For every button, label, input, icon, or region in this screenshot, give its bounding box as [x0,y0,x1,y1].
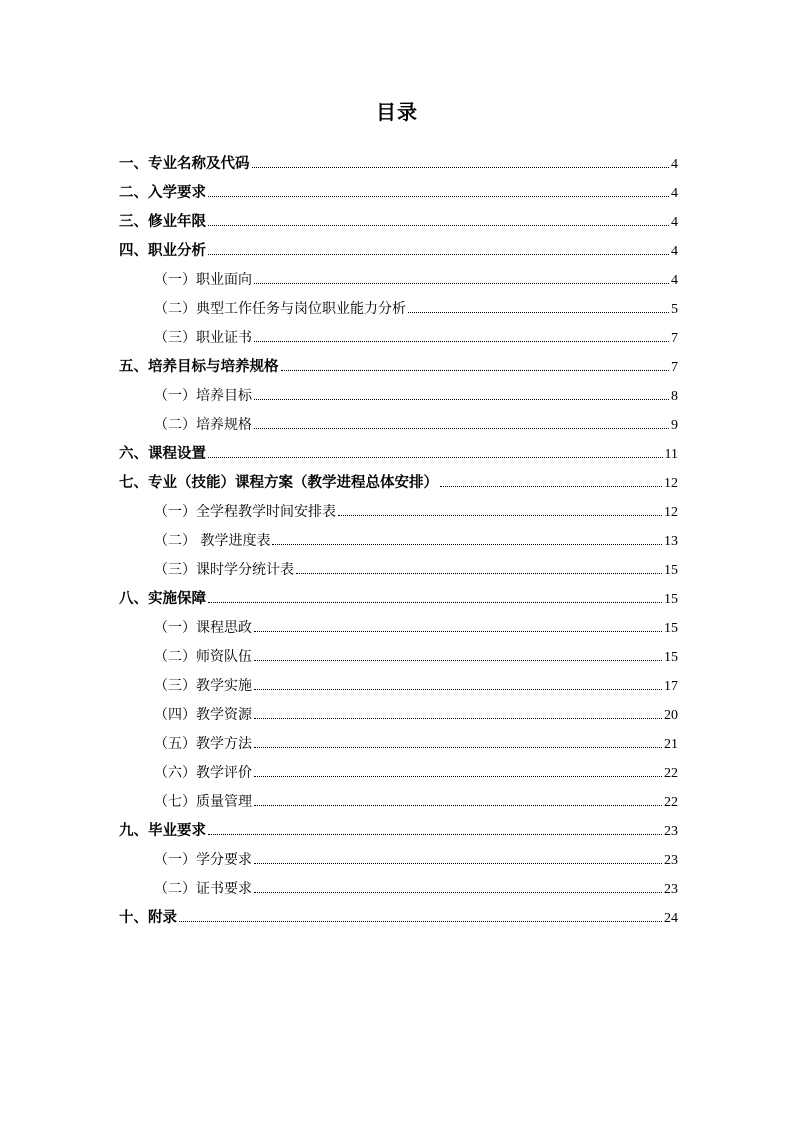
dot-leader [208,456,663,458]
toc-subentry[interactable] [154,555,678,579]
toc-subentry[interactable] [154,787,678,811]
toc-entry[interactable] [119,352,678,376]
toc-entry-label: 七、专业（技能）课程方案（教学进程总体安排） [119,475,438,491]
dot-leader [208,833,662,835]
toc-subentry[interactable] [154,265,678,289]
toc-subentry[interactable] [154,874,678,898]
toc-subentry[interactable] [154,671,678,695]
toc-entry-page: 15 [664,563,678,578]
toc-entry-label: （五）教学方法 [154,736,252,752]
toc-entry-label: （四）教学资源 [154,707,252,723]
toc-entry-page: 15 [664,592,678,607]
toc-entry-label: （一）职业面向 [154,272,252,288]
toc-subentry[interactable] [154,613,678,637]
toc-entry[interactable] [119,207,678,231]
dot-leader [254,775,662,777]
dot-leader [254,717,662,719]
toc-entry-label: （二）师资队伍 [154,649,252,665]
toc-entry[interactable] [119,178,678,202]
dot-leader [179,920,662,922]
toc-entry-label: （二）典型工作任务与岗位职业能力分析 [154,301,406,317]
toc-entry-label: （一）学分要求 [154,852,252,868]
toc-entry-label: 八、实施保障 [119,591,206,607]
dot-leader [208,253,669,255]
dot-leader [254,630,662,632]
toc-entry-label: 九、毕业要求 [119,823,206,839]
toc-entry-page: 21 [664,737,678,752]
dot-leader [254,282,669,284]
toc-entry-page: 23 [664,824,678,839]
toc-entry-page: 24 [664,911,678,926]
toc-entry-page: 13 [664,534,678,549]
toc-entry-label: （二） 教学进度表 [154,533,271,549]
toc-entry-page: 4 [671,186,678,201]
dot-leader [208,224,669,226]
dot-leader [252,166,670,168]
dot-leader [254,659,662,661]
toc-entry-page: 4 [671,244,678,259]
toc-entry[interactable] [119,816,678,840]
dot-leader [296,572,662,574]
dot-leader [408,311,669,313]
dot-leader [272,543,662,545]
toc-entry-label: （七）质量管理 [154,794,252,810]
toc-subentry[interactable] [154,526,678,550]
toc-entry-label: 十、附录 [119,910,177,926]
toc-entry-label: （一）培养目标 [154,388,252,404]
toc-entry-page: 5 [671,302,678,317]
toc-subentry[interactable] [154,642,678,666]
toc-entry-label: （三）课时学分统计表 [154,562,294,578]
toc-entry-page: 23 [664,853,678,868]
toc-entry-label: 二、入学要求 [119,185,206,201]
toc-entry-page: 23 [664,882,678,897]
dot-leader [254,804,662,806]
toc-entry-label: （一）课程思政 [154,620,252,636]
dot-leader [208,601,662,603]
toc-entry-page: 9 [671,418,678,433]
toc-entry-label: 三、修业年限 [119,214,206,230]
dot-leader [254,746,662,748]
toc-entry-page: 11 [664,447,678,462]
dot-leader [254,862,662,864]
toc-entry-label: （二）证书要求 [154,881,252,897]
dot-leader [254,340,669,342]
toc-subentry[interactable] [154,700,678,724]
dot-leader [208,195,669,197]
toc-entry-page: 22 [664,795,678,810]
dot-leader [281,369,670,371]
toc-entry[interactable] [119,149,678,173]
dot-leader [254,398,669,400]
toc-entry-label: （二）培养规格 [154,417,252,433]
toc-entry-label: 五、培养目标与培养规格 [119,359,279,375]
toc-subentry[interactable] [154,381,678,405]
toc-entry-label: （三）教学实施 [154,678,252,694]
toc-entry[interactable] [119,439,678,463]
toc-entry-label: 六、课程设置 [119,446,206,462]
dot-leader [254,688,662,690]
dot-leader [338,514,662,516]
toc-entry[interactable] [119,903,678,927]
toc-entry-label: 一、专业名称及代码 [119,156,250,172]
toc-entry-page: 4 [671,157,678,172]
toc-entry-page: 4 [671,215,678,230]
dot-leader [440,485,662,487]
toc-entry-page: 4 [671,273,678,288]
toc-subentry[interactable] [154,410,678,434]
toc-entry-page: 20 [664,708,678,723]
toc-entry-page: 15 [664,621,678,636]
toc-entry-label: 四、职业分析 [119,243,206,259]
toc-entry-page: 22 [664,766,678,781]
toc-title: 目录 [376,100,418,124]
dot-leader [254,427,669,429]
toc-entry-page: 12 [664,505,678,520]
toc-entry-label: （六）教学评价 [154,765,252,781]
toc-entry-page: 7 [671,360,678,375]
toc-entry[interactable] [119,584,678,608]
toc-subentry[interactable] [154,729,678,753]
toc-entry[interactable] [119,236,678,260]
toc-entry-page: 8 [671,389,678,404]
toc-entry-page: 12 [664,476,678,491]
toc-entry-page: 15 [664,650,678,665]
toc-entry-label: （三）职业证书 [154,330,252,346]
toc-entry-label: （一）全学程教学时间安排表 [154,504,336,520]
toc-entry[interactable] [119,468,678,492]
toc-subentry[interactable] [154,497,678,521]
toc-subentry[interactable] [154,323,678,347]
toc-entry-page: 17 [664,679,678,694]
toc-subentry[interactable] [154,758,678,782]
dot-leader [254,891,662,893]
toc-entry-page: 7 [671,331,678,346]
toc-subentry[interactable] [154,845,678,869]
toc-subentry[interactable] [154,294,678,318]
